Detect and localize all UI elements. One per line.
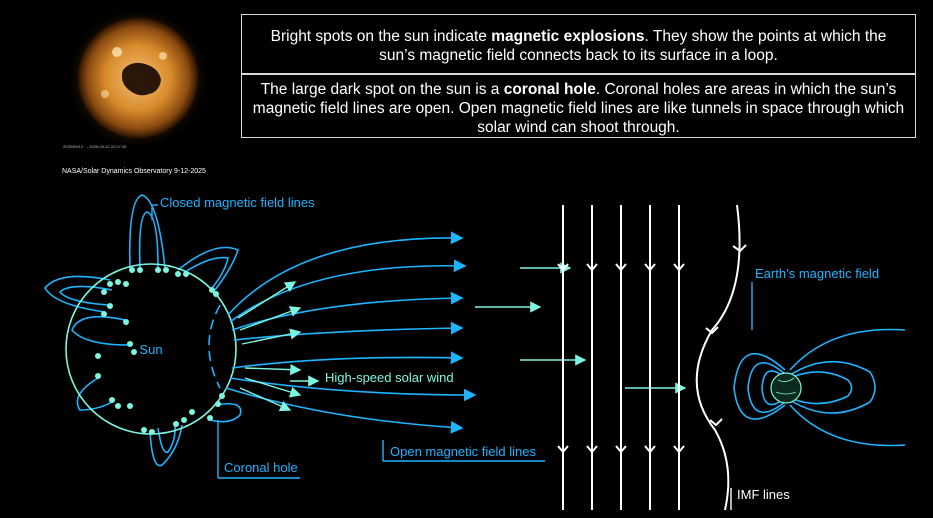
open-lines-label: Open magnetic field lines xyxy=(390,444,536,459)
coronal-hole-outline xyxy=(209,305,220,388)
imf-lines xyxy=(563,205,740,510)
box1-text-post: . They show the points at which the sun’s magnetic field connects back to its surface in a loop. xyxy=(379,28,887,64)
box2-text-post: . Coronal holes are areas in which the sun’s magnetic field lines are open. Open magnetic field lines are like tunnels in space through which solar wind can shoot through. xyxy=(252,81,905,136)
earth-globe xyxy=(771,373,801,403)
closed-lines-label: Closed magnetic field lines xyxy=(160,195,315,210)
closed-field-loops xyxy=(45,195,241,466)
box2-text-pre: The large dark spot on the sun is a xyxy=(260,81,504,98)
coronal-hole-label: Coronal hole xyxy=(224,460,298,475)
imf-direction-chevrons xyxy=(558,245,746,452)
box1-text-pre: Bright spots on the sun indicate xyxy=(270,28,492,45)
solar-wind-label: High-speed solar wind xyxy=(325,370,454,385)
photo-credit: NASA/Solar Dynamics Observatory 9-12-2025 xyxy=(62,168,206,175)
earth-field-label: Earth’s magnetic field xyxy=(755,266,880,281)
earth-magnetic-field xyxy=(734,330,905,446)
box1-bold-term: magnetic explosions xyxy=(491,28,645,45)
open-field-lines xyxy=(226,238,475,428)
solar-wind-arrows xyxy=(238,268,685,410)
box2-bold-term: coronal hole xyxy=(503,81,596,98)
sun-label: Sun xyxy=(139,342,163,357)
imf-lines-label: IMF lines xyxy=(737,487,790,502)
photo-caption: 2025/09/12 … 2025-09-12 22:07:33 xyxy=(63,144,127,149)
